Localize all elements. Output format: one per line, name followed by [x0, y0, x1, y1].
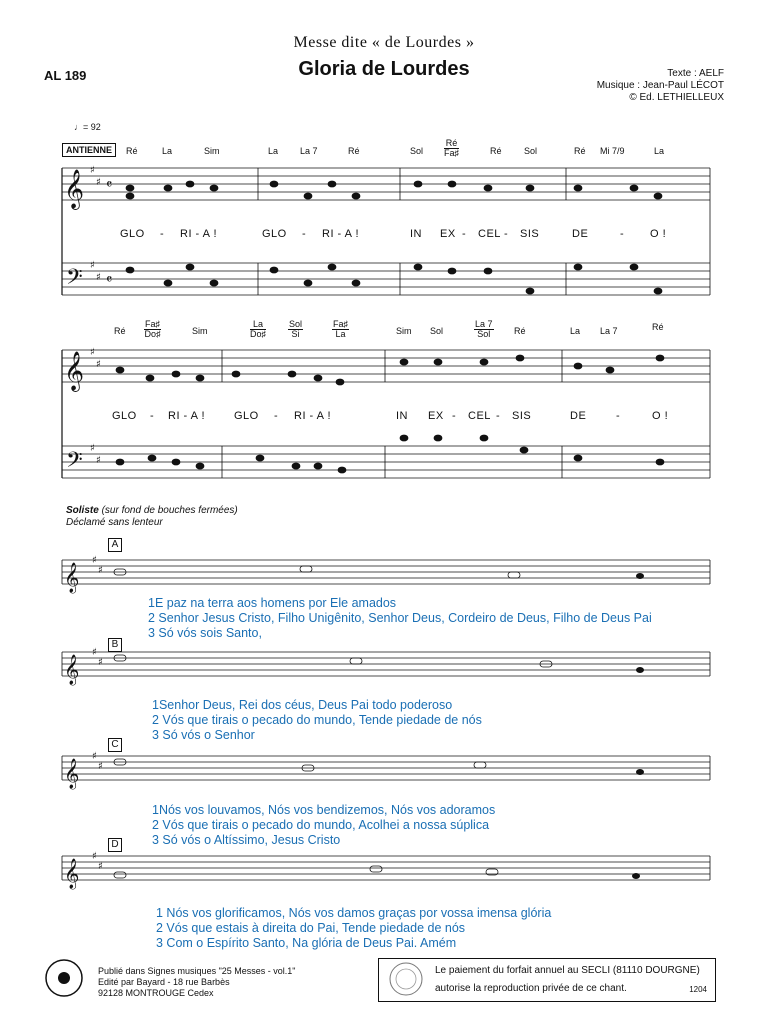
treble-clef-icon: 𝄞: [64, 759, 80, 789]
svg-text:♯: ♯: [90, 347, 95, 358]
lyric: DE: [570, 410, 587, 422]
lyric: -: [616, 410, 621, 422]
slash-chord-top: Ré: [445, 138, 458, 148]
published-in: Publié dans Signes musiques "25 Messes - vol.1": [98, 966, 296, 976]
chord: Sol: [410, 146, 424, 156]
treble-clef-icon: 𝄞: [64, 169, 85, 209]
music-credit: Musique : Jean-Paul LÉCOT: [596, 80, 724, 91]
lyric: -: [274, 410, 279, 422]
chord: Ré: [652, 322, 664, 332]
svg-text:𝄴: 𝄴: [106, 177, 113, 193]
treble-clef-icon: 𝄞: [64, 655, 80, 685]
slash-chord: [332, 320, 349, 339]
lyric: SIS: [512, 410, 532, 422]
lyric: O !: [652, 410, 669, 422]
soliste-note: (sur fond de bouches fermées): [101, 505, 238, 516]
verse-line: 2 Vós que estais à direita do Pai, Tende piedade de nós: [156, 921, 466, 935]
lyric: -: [462, 228, 467, 240]
slash-chord: [474, 320, 494, 339]
chord: La 7: [300, 146, 318, 156]
chord: Sim: [396, 326, 412, 336]
tempo-value: = 92: [83, 122, 101, 132]
lyric: GLO: [262, 228, 287, 240]
svg-text:♯: ♯: [92, 555, 97, 566]
verse-line: 3 Só vós o Altíssimo, Jesus Cristo: [152, 833, 341, 847]
chord: La 7: [600, 326, 618, 336]
lyric: GLO: [120, 228, 145, 240]
svg-text:♯: ♯: [96, 177, 101, 188]
section-letter-c: C: [108, 738, 122, 752]
chord: Mi 7/9: [600, 146, 625, 156]
verse-line: 1 Nós vos glorificamos, Nós vos damos graças por vossa imensa glória: [156, 906, 552, 920]
slash-chord-top: Fa♯: [333, 319, 349, 329]
publication-info: [98, 966, 296, 999]
lyric: IN: [410, 228, 422, 240]
lyric: RI - A !: [180, 228, 218, 240]
verses-section-b: [152, 698, 482, 743]
svg-text:♯: ♯: [92, 751, 97, 762]
svg-text:♯: ♯: [92, 851, 97, 862]
lyric: RI - A !: [168, 410, 206, 422]
slash-chord: [144, 320, 161, 339]
verse-line: 2 Senhor Jesus Cristo, Filho Unigênito, Senhor Deus, Cordeiro de Deus, Filho de Deus Pai: [148, 611, 652, 625]
svg-text:♯: ♯: [96, 455, 101, 466]
lyric: O !: [650, 228, 667, 240]
svg-text:♯: ♯: [92, 647, 97, 658]
bass-clef-icon: 𝄢: [66, 448, 83, 478]
section-letter-b: B: [108, 638, 122, 652]
lyric: SIS: [520, 228, 540, 240]
svg-text:♯: ♯: [98, 761, 103, 772]
verse-line: 2 Vós que tirais o pecado do mundo, Tende piedade de nós: [152, 713, 482, 727]
license-line-1: Le paiement du forfait annuel au SECLI (81110 DOURGNE): [435, 965, 700, 976]
verse-line: 3 Só vós sois Santo,: [148, 626, 262, 640]
chord: Sim: [204, 146, 220, 156]
verse-line: 1Senhor Deus, Rei dos céus, Deus Pai todo poderoso: [152, 698, 453, 712]
section-letter-d: D: [108, 838, 122, 852]
soliste-label: Soliste: [66, 505, 99, 516]
lyric: CEL: [478, 228, 501, 240]
chord: La: [654, 146, 665, 156]
slash-chord: [444, 139, 459, 158]
chord: Ré: [574, 146, 586, 156]
svg-text:♯: ♯: [90, 260, 95, 271]
chord: Sol: [430, 326, 444, 336]
svg-text:♯: ♯: [98, 861, 103, 872]
svg-text:𝄴: 𝄴: [106, 272, 113, 288]
lyric: -: [496, 410, 501, 422]
slash-chord-bottom: Sol: [477, 329, 491, 339]
slash-chord-top: La 7: [475, 319, 493, 329]
slash-chord-bottom: Si: [291, 329, 300, 339]
svg-text:♯: ♯: [90, 165, 95, 176]
text-credit: Texte : AELF: [667, 68, 724, 79]
mass-title: Messe dite « de Lourdes »: [293, 34, 475, 51]
soliste-instruction: Déclamé sans lenteur: [66, 517, 163, 528]
svg-text:♯: ♯: [98, 657, 103, 668]
slash-chord-bottom: Do♯: [144, 329, 161, 339]
verse-line: 2 Vós que tirais o pecado do mundo, Acolhei a nossa súplica: [152, 818, 490, 832]
chord: Ré: [126, 146, 138, 156]
chord: La: [570, 326, 581, 336]
soliste-instructions: [66, 505, 238, 529]
verses-section-c: [152, 803, 495, 848]
lyric: GLO: [234, 410, 259, 422]
slash-chord: [250, 320, 266, 339]
lyric: DE: [572, 228, 589, 240]
lyric: GLO: [112, 410, 137, 422]
time-signatures: [106, 177, 112, 288]
lyric: IN: [396, 410, 408, 422]
lyric: -: [504, 228, 509, 240]
license-line-2: autorise la reproduction privée de ce chant.: [435, 983, 627, 994]
lyric: CEL: [468, 410, 491, 422]
verse-line: 1E paz na terra aos homens por Ele amados: [148, 596, 397, 610]
license-number: 1204: [689, 985, 707, 994]
svg-text:♯: ♯: [96, 272, 101, 283]
chord: Sim: [192, 326, 208, 336]
verses-section-d: [156, 906, 551, 951]
chord: Ré: [114, 326, 126, 336]
chord: Ré: [348, 146, 360, 156]
address: 92128 MONTROUGE Cedex: [98, 988, 214, 998]
chord: Ré: [490, 146, 502, 156]
hymn-title: Gloria de Lourdes: [298, 58, 470, 80]
svg-text:♯: ♯: [96, 359, 101, 370]
chord: Sol: [524, 146, 538, 156]
slash-chord-top: La: [250, 320, 266, 330]
quarter-note-icon: ♩: [74, 122, 83, 132]
svg-text:♯: ♯: [98, 565, 103, 576]
verses-section-a: [148, 596, 652, 641]
section-letter-a: A: [108, 538, 122, 552]
bass-clef-icon: 𝄢: [66, 265, 83, 295]
treble-clef-icon: 𝄞: [64, 859, 80, 889]
svg-text:♯: ♯: [90, 443, 95, 454]
lyric: -: [302, 228, 307, 240]
lyric: -: [620, 228, 625, 240]
slash-chord-top: Sol: [289, 319, 303, 329]
lyric: RI - A !: [294, 410, 332, 422]
lyric: RI - A !: [322, 228, 360, 240]
verse-line: 1Nós vos louvamos, Nós vos bendizemos, Nós vos adoramos: [152, 803, 496, 817]
license-box: [378, 958, 716, 1002]
antienne-label: ANTIENNE: [62, 143, 116, 157]
lyric: EX: [428, 410, 444, 422]
lyric: -: [150, 410, 155, 422]
lyric: EX: [440, 228, 456, 240]
lyric: -: [160, 228, 165, 240]
chord: La: [268, 146, 279, 156]
slash-chord: [288, 320, 303, 339]
clefs: [64, 169, 84, 890]
verse-line: 3 Só vós o Senhor: [152, 728, 255, 742]
lyric: -: [452, 410, 457, 422]
slash-chord-top: Fa♯: [145, 319, 161, 329]
treble-clef-icon: 𝄞: [64, 351, 85, 391]
catalog-code: AL 189: [44, 68, 87, 83]
verse-line: 3 Com o Espírito Santo, Na glória de Deus Pai. Amém: [156, 936, 457, 950]
slash-chord-bottom: Fa♯: [444, 148, 460, 158]
chord: Ré: [514, 326, 526, 336]
editor: Edité par Bayard - 18 rue Barbès: [98, 977, 230, 987]
slash-chord-bottom: La: [335, 329, 346, 339]
chord: La: [162, 146, 173, 156]
edition-credit: © Ed. LETHIELLEUX: [629, 92, 724, 103]
treble-clef-icon: 𝄞: [64, 563, 80, 593]
slash-chord-bottom: Do♯: [250, 329, 267, 339]
